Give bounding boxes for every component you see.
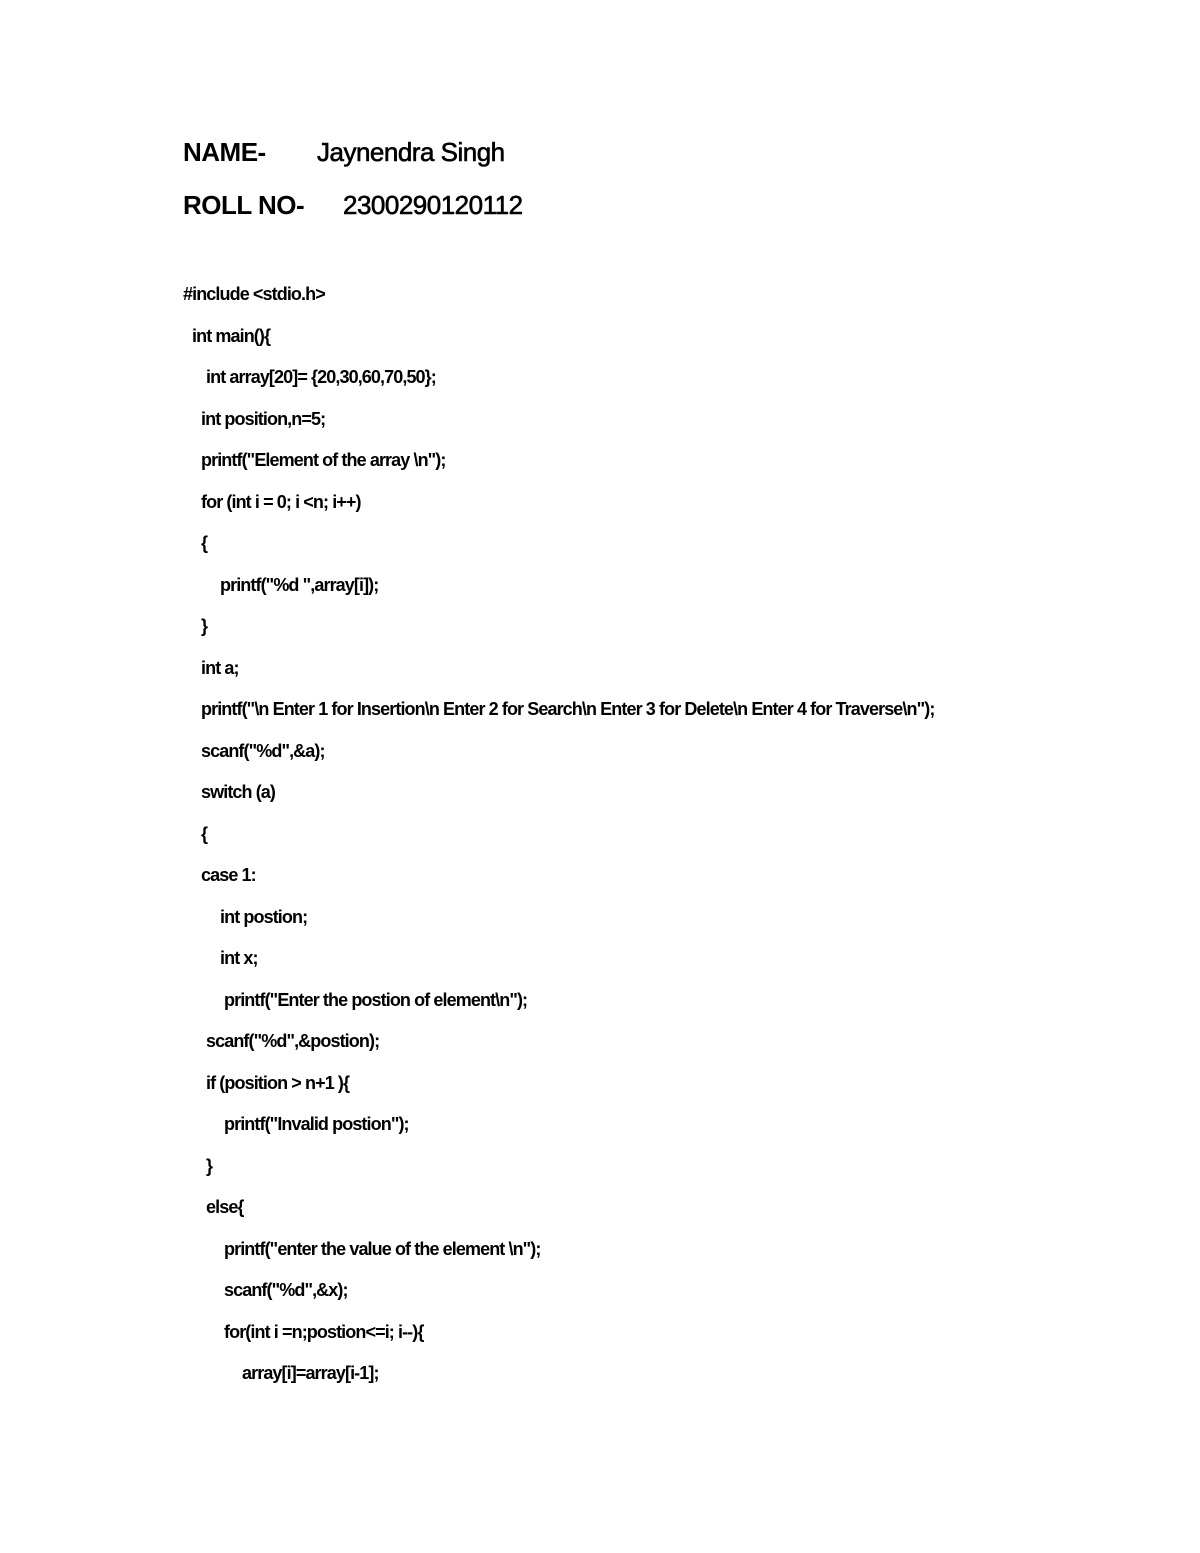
- code-line: printf("\n Enter 1 for Insertion\n Enter 2 for Search\n Enter 3 for Delete\n Enter 4 for Traverse\n");: [201, 699, 935, 719]
- code-line: for(int i =n;postion<=i; i--){: [224, 1322, 424, 1342]
- code-line: printf("Enter the postion of element\n");: [224, 990, 528, 1010]
- code-line: int main(){: [192, 326, 271, 346]
- code-line: scanf("%d",&x);: [224, 1280, 348, 1300]
- code-line: {: [201, 824, 208, 844]
- code-line: switch (a): [201, 782, 276, 802]
- code-line: int a;: [201, 658, 239, 678]
- code-line: #include <stdio.h>: [183, 284, 325, 304]
- code-line: array[i]=array[i-1];: [242, 1363, 379, 1383]
- code-line: printf("enter the value of the element \n");: [224, 1239, 541, 1259]
- roll-number-value: 2300290120112: [343, 190, 523, 220]
- code-line: printf("Element of the array \n");: [201, 450, 446, 470]
- code-line: int position,n=5;: [201, 409, 326, 429]
- code-line: else{: [206, 1197, 244, 1217]
- code-line: printf("%d ",array[i]);: [220, 575, 379, 595]
- name-label: NAME-: [183, 137, 266, 167]
- code-line: case 1:: [201, 865, 256, 885]
- code-line: int x;: [220, 948, 258, 968]
- code-line: scanf("%d",&a);: [201, 741, 325, 761]
- code-line: int postion;: [220, 907, 308, 927]
- code-line: }: [206, 1156, 213, 1176]
- name-value: Jaynendra Singh: [317, 137, 505, 167]
- code-line: if (position > n+1 ){: [206, 1073, 350, 1093]
- roll-number-label: ROLL NO-: [183, 190, 305, 220]
- code-line: }: [201, 616, 208, 636]
- code-line: for (int i = 0; i <n; i++): [201, 492, 361, 512]
- code-line: printf("Invalid postion");: [224, 1114, 409, 1134]
- code-line: int array[20]= {20,30,60,70,50};: [206, 367, 436, 387]
- code-line: scanf("%d",&postion);: [206, 1031, 380, 1051]
- code-line: {: [201, 533, 208, 553]
